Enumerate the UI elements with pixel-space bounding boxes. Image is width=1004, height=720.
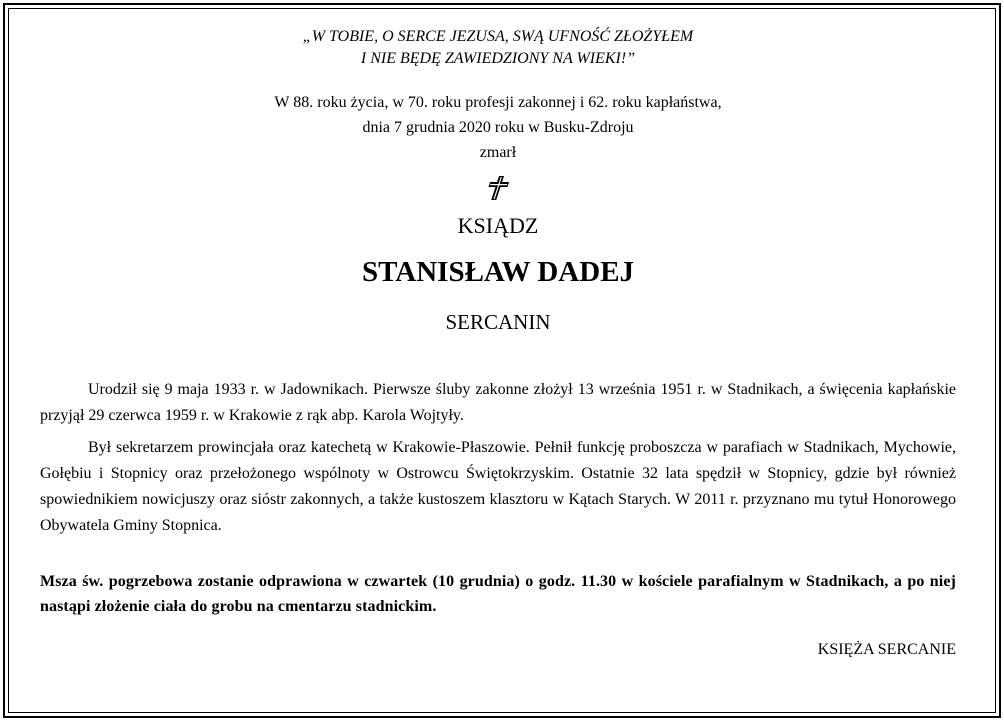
death-announcement [40,90,956,165]
clerical-title: KSIĄDZ [457,213,539,238]
biography-paragraph-1: Urodził się 9 maja 1933 r. w Jadownikach. Pierwsze śluby zakonne złożył 13 września 1951 r. w Stadnikach, a święcenia kapłańskie przyjął 29 czerwca 1959 r. w Krakowie z rąk abp. Karola Wojtyły. [40,381,956,424]
deceased-name: STANISŁAW DADEJ [361,256,635,288]
signature: KSIĘŻA SERCANIE [817,641,956,658]
intro-line-1: W 88. roku życia, w 70. roku profesji zakonnej i 62. roku kapłaństwa, [274,94,722,111]
motto-line-1: „W TOBIE, O SERCE JEZUSA, SWĄ UFNOŚĆ ZŁOŻYŁEM [302,28,694,45]
funeral-mass-info: Msza św. pogrzebowa zostanie odprawiona w czwartek (10 grudnia) o godz. 11.30 w kościele parafialnym w Stadnikach, a po niej nastąpi złożenie ciała do grobu na cmentarzu stadnickim. [40,573,956,615]
cross-container [40,173,956,207]
biography-paragraph-2: Był sekretarzem prowincjała oraz katechetą w Krakowie-Płaszowie. Pełnił funkcję proboszcza w parafiach w Stadnikach, Mychowie, Gołębiu i Stopnicy oraz przełożonego wspólnoty w Ostrowcu Świętokrzyskim. Ostatnie 32 lata spędził w Stopnicy, gdzie był również spowiednikiem nowicjuszy oraz sióstr zakonnych, a także kustoszem klasztoru w Kątach Starych. W 2011 r. przyznano mu tytuł Honorowego Obywatela Gminy Stopnica. [40,439,956,534]
obituary-notice [40,26,956,661]
intro-line-2: dnia 7 grudnia 2020 roku w Busku-Zdroju [362,119,634,136]
intro-line-3: zmarł [479,144,517,161]
religious-order: SERCANIN [445,310,551,334]
motto-line-2: I NIE BĘDĘ ZAWIEDZIONY NA WIEKI!” [360,50,636,67]
cross-icon [483,173,513,203]
motto [40,26,956,70]
